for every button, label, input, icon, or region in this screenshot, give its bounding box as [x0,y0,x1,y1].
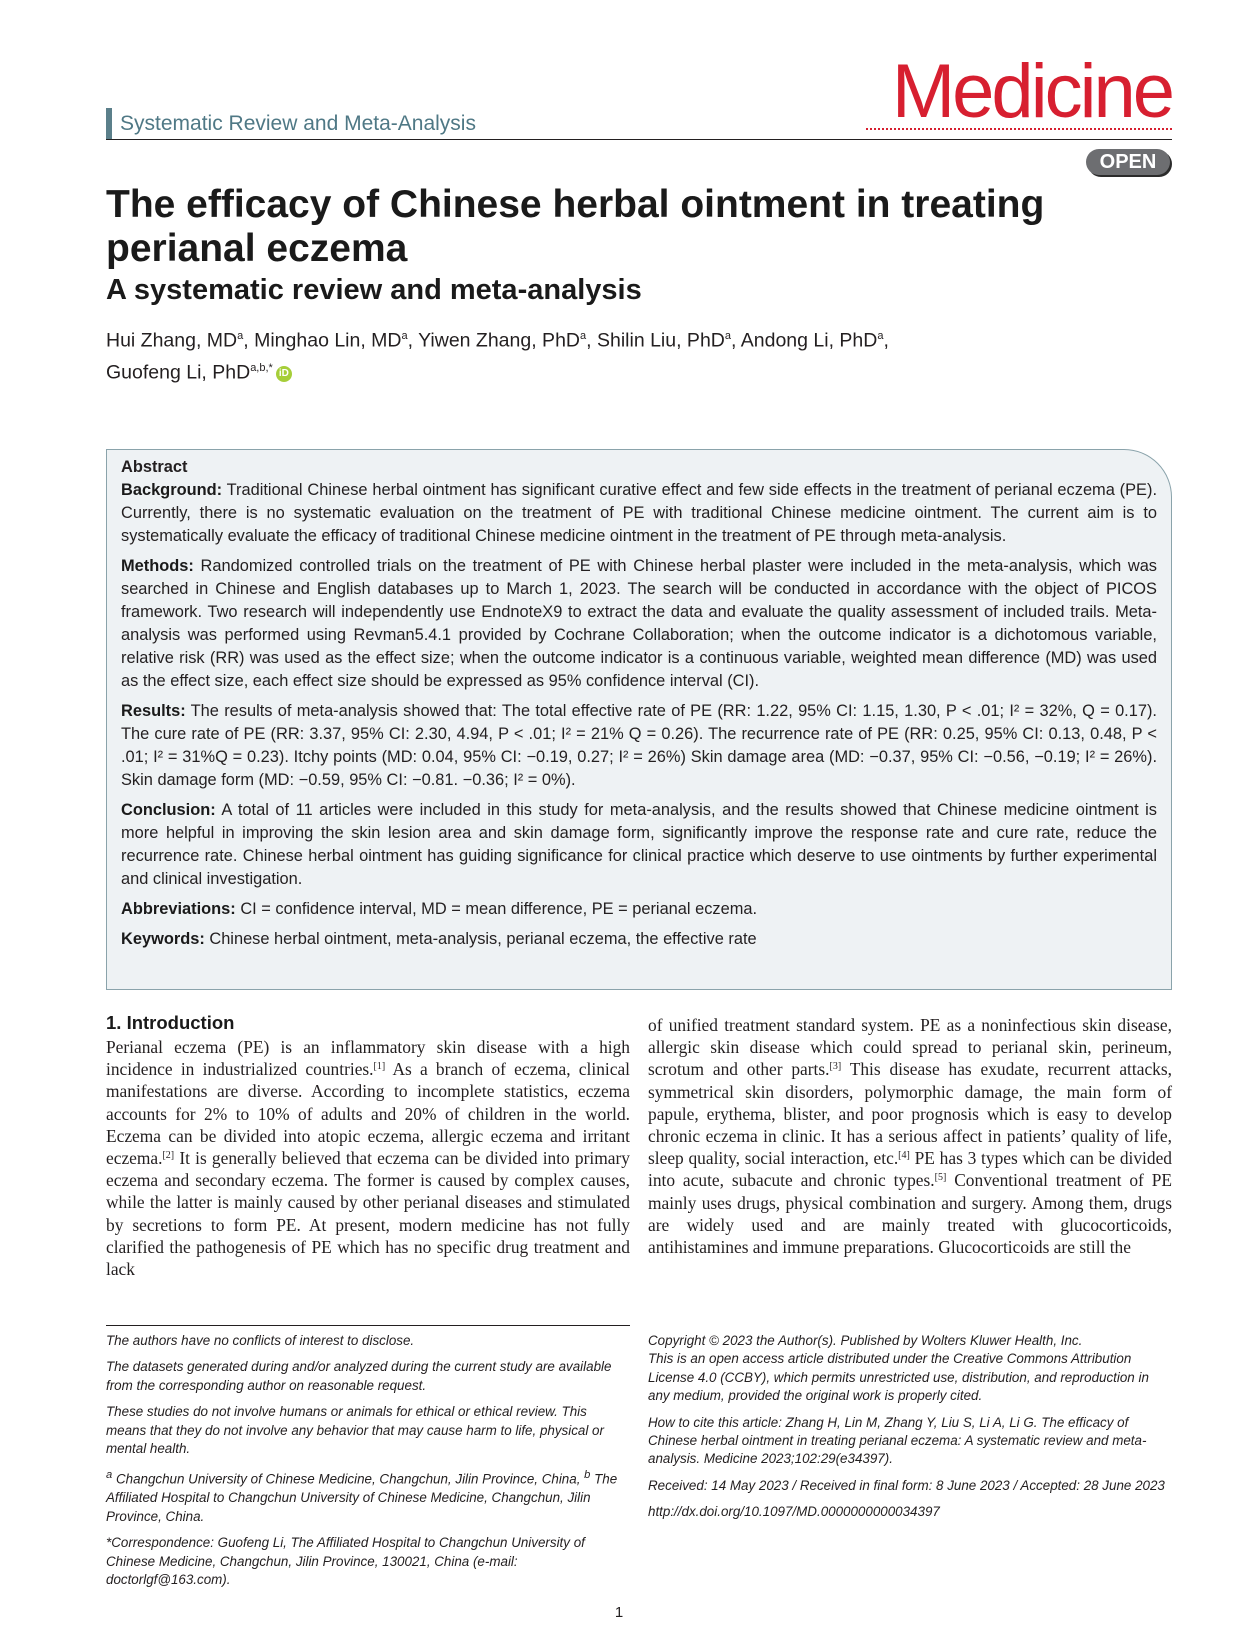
article-subtitle: A systematic review and meta-analysis [106,274,642,306]
abbreviations-label: Abbreviations: [121,900,236,918]
affiliation-b: The Affiliated Hospital to Changchun University of Chinese Medicine, Changchun, Jilin Province, China. [106,1471,618,1524]
background-label: Background: [121,481,223,499]
author: Hui Zhang, MD [106,329,238,352]
abstract-results [121,700,1157,792]
author-affiliation-mark: a [237,330,244,342]
author-affiliation-mark: a,b,* [250,361,273,374]
methods-label: Methods: [121,557,194,575]
footnote-rule [106,1325,630,1326]
footnote-conflicts: The authors have no conflicts of interest to disclose. [106,1333,415,1348]
affiliation-mark: a [106,1469,113,1482]
conclusion-label: Conclusion: [121,801,216,819]
abstract-heading: Abstract [121,458,188,476]
background-text: Traditional Chinese herbal ointment has significant curative effect and few side effects in the treatment of perianal eczema (PE). Currently, there is no systematic evaluation on the treatment of PE with traditional Chinese medicine ointment. The current aim is to systematically evaluate the efficacy of traditional Chinese medicine ointment in the treatment of PE through meta-analysis. [121,481,1157,545]
author-affiliation-mark: a [580,330,587,342]
body-text: Conventional treatment of PE mainly uses drugs, physical combination and surgery. Among them, drugs are widely used and are mainly treated with glucocorticoids, antihistamines and immune preparations. Glucocorticoids are still the [648,1170,1172,1258]
author: Andong Li, PhD [740,329,878,352]
article-title: The efficacy of Chinese herbal ointment in treating perianal eczema [106,183,1045,270]
abstract-conclusion [121,799,1157,891]
keywords-label: Keywords: [121,930,205,948]
footnote-affiliations [106,1466,630,1526]
header-rule [106,139,1172,140]
author-affiliation-mark: a [877,330,884,342]
author: Shilin Liu, PhD [596,329,725,352]
body-text: Perianal eczema (PE) is an inflammatory skin disease with a high incidence in industrialized countries. [106,1037,630,1080]
footnotes-left [106,1332,630,1597]
abstract-keywords [121,928,1157,951]
footnote-license: This is an open access article distributed under the Creative Commons Attribution License 4.0 (CCBY), which permits unrestricted use, distribution, and reproduction in any medium, provided the original work is properly cited. [648,1351,1149,1404]
footnote-citation: How to cite this article: Zhang H, Lin M, Zhang Y, Liu S, Li A, Li G. The efficacy of Chinese herbal ointment in treating perianal eczema: A systematic review and meta-analysis. Medicine 2023;102:29(e34397). [648,1414,1147,1467]
citation-link[interactable]: [2] [162,1150,175,1162]
affiliation-a: Changchun University of Chinese Medicine, Changchun, Jilin Province, China, [115,1471,581,1487]
author: Minghao Lin, MD [254,329,402,352]
body-column-right [648,1014,1172,1258]
section-heading-introduction: 1. Introduction [106,1012,235,1033]
journal-logo: Medicine [891,49,1172,134]
footnote-datasets: The datasets generated during and/or analyzed during the current study are available from the corresponding author on reasonable request. [106,1359,612,1393]
author-list: Hui Zhang, $MD^a$, Minghao Lin, $MD^a$, Yiwen Zhang, PhD$^a$, Shilin Liu, PhD$^a$, Andong Li, PhD$^a$, Guofeng Li, PhD$^{a,b,*}$ iD [106,329,889,383]
abstract-box [106,449,1172,990]
author-affiliation-mark: a [401,330,408,342]
page-number: 1 [614,1604,624,1621]
results-text: The results of meta-analysis showed that: The total effective rate of PE (RR: 1.22, 95% CI: 1.15, 1.30, P < .01; I² = 32%, Q = 0.17). The cure rate of PE (RR: 3.37, 95% CI: 2.30, 4.94, P < .01; I² = 21% Q = 0.26). The recurrence rate of PE (RR: 0.25, 95% CI: 0.13, 0.48, P < .01; I² = 31%Q = 0.23). Itchy points (MD: 0.04, 95% CI: −0.19, 0.27; I² = 26%) Skin damage area (MD: −0.37, 95% CI: −0.56, −0.19; I² = 26%). Skin damage form (MD: −0.59, 95% CI: −0.81. −0.36; I² = 0%). [121,702,1157,789]
body-text: It is generally believed that eczema can be divided into primary eczema and secondary eczema. The former is caused by complex causes, while the latter is mainly caused by other perianal diseases and stimulated by secretions to form PE. At present, modern medicine has not fully clarified the pathogenesis of PE which has no specific drug treatment and lack [106,1148,630,1280]
footnote-dates: Received: 14 May 2023 / Received in final form: 8 June 2023 / Accepted: 28 June 2023 [648,1477,1165,1493]
abstract-background [121,479,1157,548]
conclusion-text: A total of 11 articles were included in this study for meta-analysis, and the results showed that Chinese medicine ointment is more helpful in improving the skin lesion area and skin damage form, significantly improve the response rate and cure rate, reduce the recurrence rate. Chinese herbal ointment has guiding significance for clinical practice which deserve to use ointments by further experimental and clinical investigation. [121,801,1157,888]
methods-text: Randomized controlled trials on the treatment of PE with Chinese herbal plaster were included in the meta-analysis, which was searched in Chinese and English databases up to March 1, 2023. The search will be conducted in accordance with the object of PICOS framework. Two research will independently use EndnoteX9 to extract the data and evaluate the quality assessment of included trails. Meta-analysis was performed using Revman5.4.1 provided by Cochrane Collaboration; when the outcome indicator is a dichotomous variable, relative risk (RR) was used as the effect size; when the outcome indicator is a continuous variable, weighted mean difference (MD) was used as the effect size, each effect size should be expressed as 95% confidence interval (CI). [121,557,1158,690]
open-access-badge: OPEN [1086,149,1170,175]
body-text: PE has 3 types which can be divided into acute, subacute and chronic types. [648,1148,1172,1191]
footnote-ethics: These studies do not involve humans or animals for ethical or ethical review. This means that they do not involve any behavior that may cause harm to life, physical or mental health. [106,1404,604,1457]
results-label: Results: [121,702,186,720]
doi-link[interactable]: http://dx.doi.org/10.1097/MD.0000000000034397 [648,1504,940,1520]
footnote-correspondence: *Correspondence: Guofeng Li, The Affiliated Hospital to Changchun University of Chinese Medicine, Changchun, Jilin Province, 130021, China (e-mail: doctorlgf@163.com). [106,1535,585,1587]
author: Yiwen Zhang, PhD [418,329,580,352]
body-text: As a branch of eczema, clinical manifestations are diverse. According to incomplete statistics, eczema accounts for 2% to 10% of adults and 20% of children in the world. Eczema can be divided into atopic eczema, allergic eczema and irritant eczema. [106,1059,630,1169]
citation-link[interactable]: [5] [934,1172,947,1184]
citation-link[interactable]: [4] [898,1150,910,1162]
section-tag: Systematic Review and Meta-Analysis [106,108,476,140]
affiliation-mark: b [584,1469,591,1482]
orcid-icon[interactable]: iD [276,366,292,382]
citation-link[interactable]: [3] [829,1061,842,1073]
footnote-copyright: Copyright © 2023 the Author(s). Published by Wolters Kluwer Health, Inc. [648,1333,1083,1348]
author-affiliation-mark: a [724,330,731,342]
abstract-methods [121,555,1157,693]
abbreviations-text: CI = confidence interval, MD = mean difference, PE = perianal eczema. [240,900,758,918]
body-text: of unified treatment standard system. PE as a noninfectious skin disease, allergic skin disease which could spread to perianal skin, perineum, scrotum and other parts. [648,1015,1172,1080]
keywords-text: Chinese herbal ointment, meta-analysis, perianal eczema, the effective rate [209,930,757,948]
footnotes-right [648,1332,1172,1530]
abstract-abbreviations [121,898,1157,921]
author: Guofeng Li, PhD [106,361,251,383]
logo-dotted-rule [866,128,1172,132]
body-text: This disease has exudate, recurrent attacks, symmetrical skin disorders, polymorphic damage, the main form of papule, erythema, blister, and poor prognosis which is easy to develop chronic eczema in clinic. It has a serious affect in patients’ quality of life, sleep quality, social interaction, etc. [648,1059,1172,1169]
body-column-left [106,1036,630,1280]
citation-link[interactable]: [1] [373,1061,386,1073]
